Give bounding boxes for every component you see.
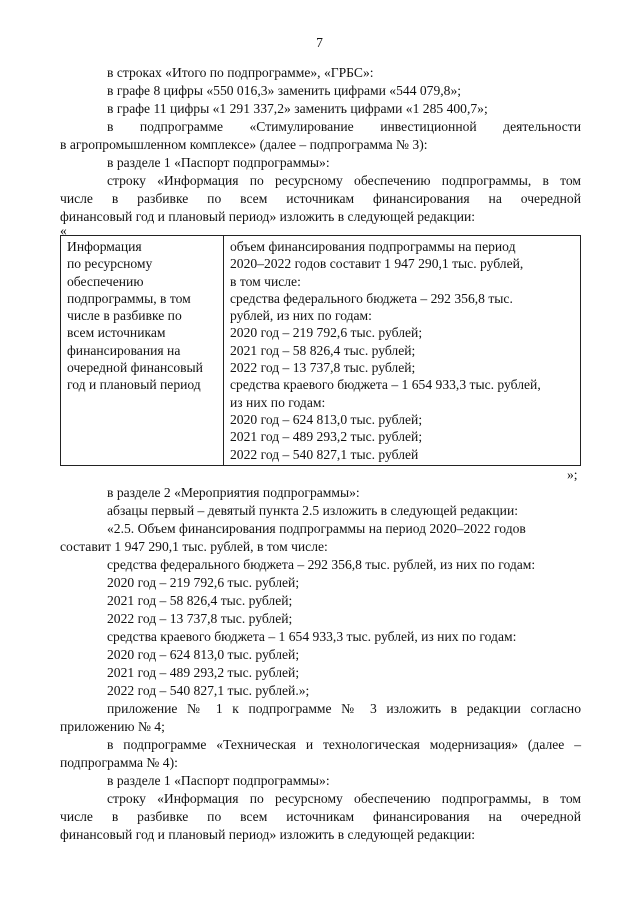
text-line: числе в разбивке по всем источникам финансирования на очередной — [60, 191, 581, 206]
opening-quote: « — [60, 223, 67, 238]
table-cell-value — [224, 236, 581, 466]
cell-line: по ресурсному — [67, 256, 153, 272]
text-line: финансовый год и плановый период» изложить в следующей редакции: — [60, 827, 476, 842]
text-line: 2020 год – 624 813,0 тыс. рублей; — [107, 647, 300, 662]
text-line: приложению № 4; — [60, 719, 165, 734]
text-line: 2020 год – 219 792,6 тыс. рублей; — [107, 575, 300, 590]
cell-line: объем финансирования подпрограммы на период — [230, 239, 516, 254]
cell-line: очередной финансовый — [67, 360, 203, 376]
text-line: абзацы первый – девятый пункта 2.5 изложить в следующей редакции: — [107, 503, 519, 518]
text-line: 2021 год – 58 826,4 тыс. рублей; — [107, 593, 293, 608]
cell-line: 2020 год – 624 813,0 тыс. рублей; — [230, 411, 423, 427]
cell-line: в том числе: — [230, 273, 301, 289]
cell-line: средства федерального бюджета – 292 356,8 тыс. — [230, 290, 513, 306]
page-number: 7 — [316, 35, 323, 50]
cell-line: средства краевого бюджета – 1 654 933,3 тыс. рублей, — [230, 377, 541, 393]
text-line: 2021 год – 489 293,2 тыс. рублей; — [107, 665, 300, 680]
text-line: приложение № 1 к подпрограмме № 3 изложить в редакции согласно — [107, 701, 581, 716]
text-line: средства федерального бюджета – 292 356,8 тыс. рублей, из них по годам: — [107, 557, 536, 572]
text-line: в графе 8 цифры «550 016,3» заменить цифрами «544 079,8»; — [107, 83, 462, 98]
text-line: составит 1 947 290,1 тыс. рублей, в том числе: — [60, 539, 328, 554]
text-line: «2.5. Объем финансирования подпрограммы на период 2020–2022 годов — [107, 521, 526, 536]
text-line: в разделе 1 «Паспорт подпрограммы»: — [107, 155, 330, 170]
text-line: строку «Информация по ресурсному обеспечению подпрограммы, в том — [107, 173, 581, 188]
text-line: в строках «Итого по подпрограмме», «ГРБС»: — [107, 65, 374, 80]
cell-line: 2022 год – 13 737,8 тыс. рублей; — [230, 360, 416, 376]
text-line: в разделе 2 «Мероприятия подпрограммы»: — [107, 485, 360, 500]
closing-quote: »; — [567, 467, 578, 482]
cell-line: подпрограммы, в том — [67, 290, 191, 306]
cell-line: Информация — [67, 239, 142, 254]
table-cell-label — [61, 236, 224, 466]
cell-line: 2021 год – 489 293,2 тыс. рублей; — [230, 429, 423, 445]
text-line: в подпрограмме «Стимулирование инвестиционной деятельности — [107, 119, 581, 134]
table-row — [61, 236, 581, 466]
text-line: в графе 11 цифры «1 291 337,2» заменить цифрами «1 285 400,7»; — [107, 101, 488, 116]
cell-line: 2022 год – 540 827,1 тыс. рублей — [230, 446, 419, 462]
text-line: 2022 год – 540 827,1 тыс. рублей.»; — [107, 683, 310, 698]
cell-line: из них по годам: — [230, 394, 326, 410]
cell-line: финансирования на — [67, 342, 181, 358]
text-line: строку «Информация по ресурсному обеспечению подпрограммы, в том — [107, 791, 581, 806]
text-line: подпрограмма № 4): — [60, 755, 178, 770]
cell-line: числе в разбивке по — [67, 308, 182, 324]
cell-line: год и плановый период — [67, 377, 201, 393]
text-line: в подпрограмме «Техническая и технологическая модернизация» (далее – — [107, 737, 581, 752]
text-line: в агропромышленном комплексе» (далее – подпрограмма № 3): — [60, 137, 428, 152]
text-line: числе в разбивке по всем источникам финансирования на очередной — [60, 809, 581, 824]
resource-table — [60, 235, 581, 466]
cell-line: рублей, из них по годам: — [230, 308, 372, 324]
cell-line: всем источникам — [67, 325, 166, 341]
text-line: финансовый год и плановый период» изложить в следующей редакции: — [60, 209, 476, 224]
text-line: 2022 год – 13 737,8 тыс. рублей; — [107, 611, 293, 626]
cell-line: 2020–2022 годов составит 1 947 290,1 тыс. рублей, — [230, 256, 524, 272]
cell-line: 2020 год – 219 792,6 тыс. рублей; — [230, 325, 423, 341]
text-line: средства краевого бюджета – 1 654 933,3 тыс. рублей, из них по годам: — [107, 629, 517, 644]
cell-line: 2021 год – 58 826,4 тыс. рублей; — [230, 342, 416, 358]
text-line: в разделе 1 «Паспорт подпрограммы»: — [107, 773, 330, 788]
cell-line: обеспечению — [67, 273, 144, 289]
